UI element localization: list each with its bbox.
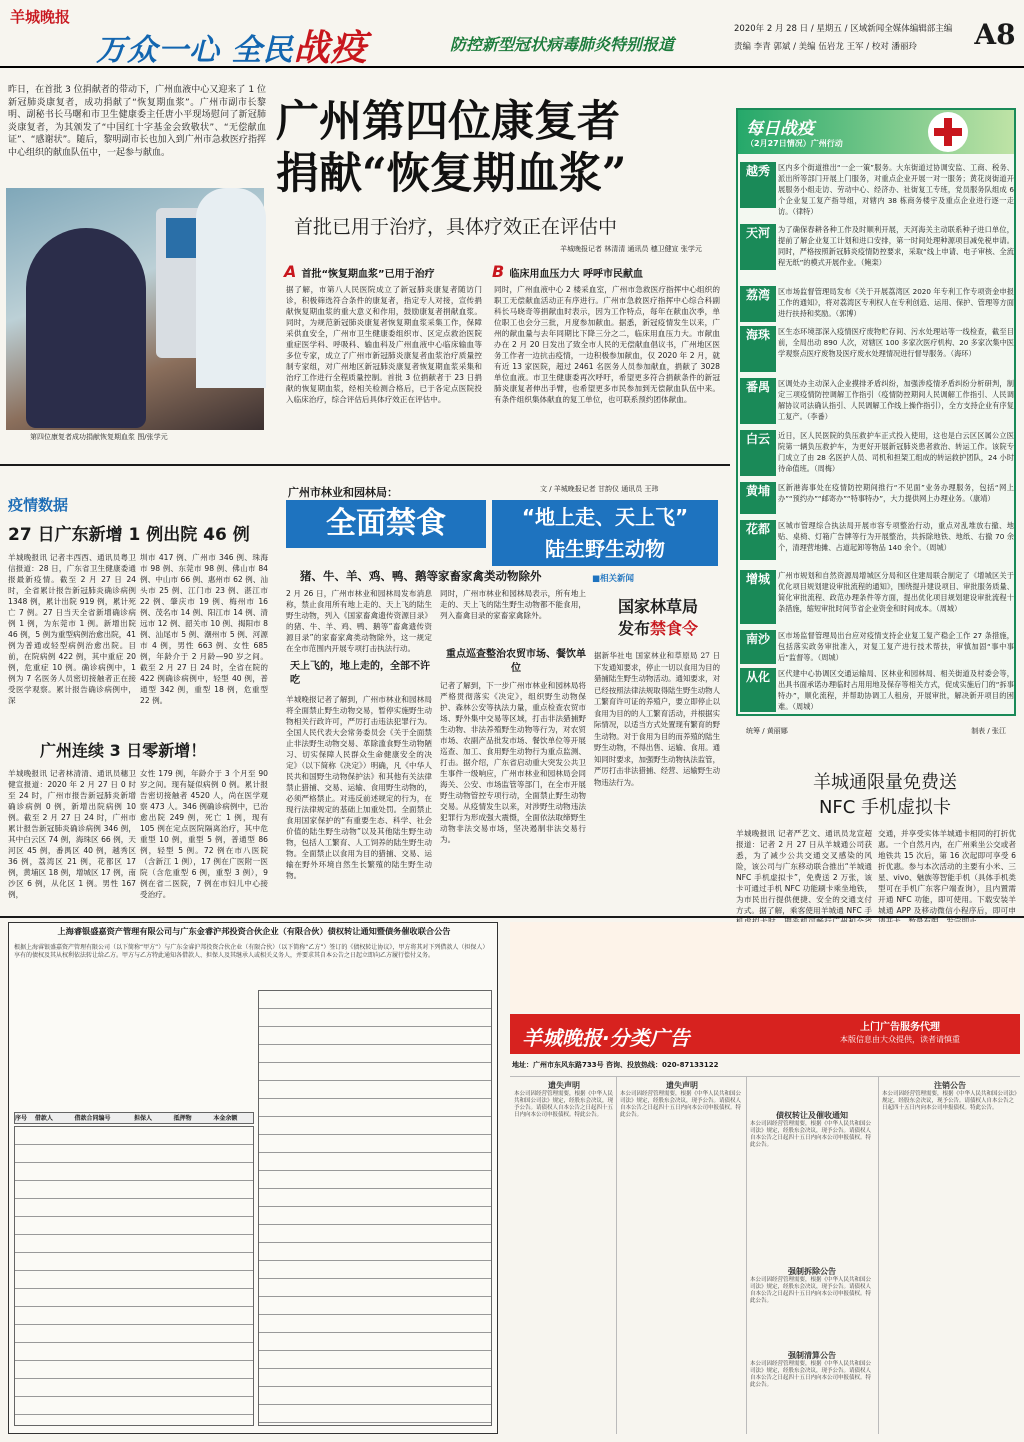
wildlife-kicker: 广州市林业和园林局： [288,486,398,499]
section-b-body: 同时，广州血液中心 2 楼采血室，广州市急救医疗指挥中心组织的职工无偿献血活动正有序进行。广州市急救医疗指挥中心综合科副科长马晓奇等捐献血时表示，因为工作特点，每年在献血次季，单位职工也会分三批，月度参加献血。据悉，新冠疫情发生以来，广州的献血量与去年同期比下降三分之二，临床用血压力大。市献血办在 2 月 20 日发出了致全市人民的无偿献血倡议书，广州地区医务工作者一边抗击疫情，一边积极参加献血，仅 2020 年 2 月，就有近 13 家医院，超过 2461 名医务人员参加献血，捐献了 3028 单位血液。市卫生健康委再次呼吁，希望更多符合捐献条件的新冠肺炎康复者伸出手臂，也希望更多市民参加到无偿献血队伍中来。有条件组织集体献血的复工单位，也可联系预约团体献血。 [494,285,720,404]
district-label-yuexiu: 越秀 [740,162,776,208]
district-text-tianhe: 为了确保春耕各种工作及时顺利开展，天河海关主动联系种子进口单位，提前了解企业复工计划和进口安排，第一时间处理种源项目减免税申请。同时，严格按照新冠肺炎疫情防控要求，采取“线上申请、电子审核、全流程无纸”的模式开展作业。（鲍栾） [778,225,1014,267]
classified-ad-title: 债权转让及催收通知 [776,1111,848,1120]
daily-action-credits [746,726,1006,738]
stats-headline: 27 日广东新增 1 例出院 46 例 [8,525,250,545]
district-text-yuexiu: 区内多个街道推出“一企一策”服务。大东街道过协调安监、工商、税务、派出所等部门开展上门服务，对重点企业开展一对一服务；黄花岗街道开展服务小组走访、劳动中心、经济办、社街复工专班，党员服务队组成 6 个企业复工复产指导组，对辖内 38 栋商务楼宇及重点企业进行逐一走访。（律特） [778,163,1014,216]
main-headline-line-1: 广州第四位康复者 [276,97,620,147]
nfc-headline [760,770,1010,820]
classified-ad-body: 本公司因经营管理需要，根据《中华人民共和国公司法》规定，经股东会决议，现予公告。请债权人自本公告之日起四十五日内向本公司申报债权。特此公告。 [750,1277,872,1304]
section-b-tag: B [492,262,505,281]
district-text-huangpu: 区新港海事处在疫情防控期间推行“不见面”业务办理服务，包括“网上办”“预约办”“邮寄办”“特事特办”，大力提供网上办理业务。（康靖） [778,483,1014,503]
notice-table-header [14,1112,254,1124]
section-a-title: 首批“恢复期血浆”已用于治疗 [301,269,435,280]
classified-grid-line [746,1076,747,1434]
classified-ad [750,1110,874,1200]
page-number: A8 [974,18,1016,51]
classified-ad-title: 强制清算公告 [788,1351,836,1360]
classified-ad-title: 注销公告 [934,1081,966,1090]
classified-address: 地址：广州市东风东路733号 咨询、投放热线：020-87133122 [512,1061,719,1069]
classified-ad-title: 遗失声明 [548,1081,580,1090]
classified-ad-body: 本公司因经营管理需要，根据《中华人民共和国公司法》规定，经股东会决议，现予公告。请债权人自本公告之日起四十五日内向本公司申报债权。特此公告。 [514,1091,614,1118]
editors-line: 责编 李青 郭斌 / 美编 伍岩龙 王军 / 校对 潘丽玲 [734,42,918,52]
related-news-headline-prefix: 发布 [617,619,650,638]
red-cross-icon [928,112,968,152]
dateline: 2020年 2 月 28 日 / 星期五 / 区域新闻全媒体编辑部主编 [734,24,953,34]
donor-figure [26,228,146,428]
debt-transfer-notice-body: 根据上海睿银盛嘉资产管理有限公司（以下简称“甲方”）与广东金睿沪邦投资合伙企业（有限合伙）（以下简称“乙方”）签订的《债权转让协议》，甲方将其对下列借款人（担保人）享有的债权及其从权利依法转让给乙方。甲方与乙方特此通知各借款人、担保人及其继承人或相关义务人，并要求其自本公告之日起立即向乙方履行偿付义务。 [14,944,489,959]
related-news-label: ■相关新闻 [592,574,635,584]
classified-service-subtitle: 本版信息由大众提供，读者请慎重 [840,1035,960,1044]
debt-transfer-notice-title: 上海睿银盛嘉资产管理有限公司与广东金睿沪邦投资合伙企业（有限合伙）债权转让通知暨债务催收联合公告 [57,926,451,936]
stats-label: 疫情数据 [8,496,69,514]
district-label-huangpu: 黄埔 [740,482,776,514]
classified-grid-line [510,1076,1020,1077]
newspaper-logo: 羊城晚报 [10,8,71,26]
notice-table-left [14,1126,254,1426]
campaign-highlight: 战疫 [293,28,368,69]
guangzhou-headline: 广州连续 3 日零新增！ [40,741,207,760]
lead-photo [6,188,264,430]
section-b-title: 临床用血压力大 呼呼市民献血 [509,269,643,280]
campaign-subtitle: 防控新型冠状病毒肺炎特别报道 [450,35,675,54]
related-news-body: 据新华社电 国家林业和草原局 27 日下发通知要求，停止一切以食用为目的猎捕陆生野生动物活动。通知要求，对已经按照法律法规取得陆生野生动物人工繁育许可证的养殖户，要立即停止以食用为目的的人工繁育活动，并根据实际情况，以适当方式处置现有繁育的野生动物。对于食用为目的而养殖的陆生野生动物，不得出售、运输、食用。通知同时要求，加强野生动物执法监管，严厉打击非法猎捕、经营、运输野生动物违法行为。 [594,651,720,787]
related-news-headline [598,596,718,642]
related-news-headline-line-1: 国家林草局 [617,597,698,616]
classified-ad [750,1350,874,1430]
classified-ad-body: 本公司因经营管理需要，根据《中华人民共和国公司法》规定，经股东会决议，现予公告。请债权人自本公告之日起四十五日内向本公司申报债权。特此公告。 [882,1091,1017,1111]
classified-grid-line [616,1076,617,1434]
section-b-kicker [492,262,718,281]
table-header-cell: 序号 [15,1115,28,1122]
wildlife-subhead-2: 重点巡查整治农贸市场、餐饮单位 [446,649,586,674]
district-text-baiyun: 近日，区人民医院的负压救护车正式投入使用，这也是白云区区属公立医院第一辆负压救护车，为更好开展新冠肺炎患者救治、转运工作。该院专门成立了由 28 名医护人员、司机和担架工组成的转运救护团队，24 小时待命值班。（周梅） [778,431,1014,473]
table-header-cell: 担保人 [134,1115,153,1122]
wildlife-headline-main: 全面禁食 [286,500,486,548]
nfc-headline-line-2: NFC 手机虚拟卡 [818,797,952,818]
stats-body-col-1: 羊城晚报讯 记者丰西西、通讯员粤卫信报道：28 日，广东省卫生健康委通报最新疫情。截至 2 月 27 日 24 时，全省累计报告新冠肺炎确诊病例 1348 例，累计出院 919 例，累计死亡 7 例。27 日当天全省新增确诊病例 1 例，为东莞市 1 例。新增出院 46 例，5 例为重型病例治愈出院，41 例为普通或轻型病例治愈出院。目前，在院病例 422 例，其中重症 20 例，危重症 10 例。确诊病例中，1 例为 7 名医务人员密切接触者正在接受医学观察。累计报告确诊病例中，深 [8,553,136,705]
classified-ad-body: 本公司因经营管理需要，根据《中华人民共和国公司法》规定，经股东会决议，现予公告。请债权人自本公告之日起四十五日内向本公司申报债权。特此公告。 [750,1121,872,1148]
classified-ad-body: 本公司因经营管理需要，根据《中华人民共和国公司法》规定，经股东会决议，现予公告。请债权人自本公告之日起四十五日内向本公司申报债权。特此公告。 [750,1361,872,1388]
main-headline-line-2: 捐献“恢复期血浆” [276,149,627,199]
district-label-haizhu: 海珠 [740,326,776,372]
district-text-huadu: 区城市管理综合执法局开展市容专项整治行动，重点对乱堆放右撤、地贴、桌椅、灯箱广告牌等行为开展整治，共拆除地铁、地纸、右撤 70 余个，清理营地摊、占道起卸等物品 140 余个。（周城） [778,521,1014,552]
wildlife-subhead-1: 天上飞的，地上走的，全部不许吃 [290,661,430,686]
credit-coordinator: 统筹 / 黄丽娜 [746,727,788,735]
nfc-body-col-1: 羊城晚报讯 记者严艺文、通讯员龙宣超报道：记者 2 月 27 日从羊城通公司获悉，为了减少公共交通交叉感染的风险，该公司与广东移动联合推出“羊城通 NFC 手机虚拟卡”，免费送 2 万张，该卡可通过手机 NFC 功能刷卡乘坐地铁，为市民出行提供便捷、安全的交通支付方式。据了解，乘客使用羊城通 NFC 手 [736,829,872,915]
classified-ad [620,1080,744,1160]
district-label-nansha: 南沙 [740,630,776,664]
campaign-text: 万众一心 全民 [96,33,294,68]
classified-ad [882,1080,1018,1160]
wildlife-body-2: 羊城晚报记者了解到，广州市林业和园林局将全面禁止野生动物交易，暂停实施野生动物相关行政许可，严厉打击违法犯罪行为。全国人民代表大会常务委员会《关于全面禁止非法野生动物交易、革除滥食野生动物陋习、切实保障人民群众生命健康安全的决定》（以下简称《决定》）明确，凡《中华人民共和国野生动物保护法》和其他有关法律禁止猎捕、交易、运输、食用野生动物的，必须严格禁止。对违反前述规定的行为，在现行法律规定的基础上加重处罚。全面禁止食用国家保护的“有重要生态、科学、社会价值的陆生野生动物”以及其他陆生野生动物，包括人工繁育、人工饲养的陆生野生动物。全面禁止以食用为目的猎捕、交易、运输在野外环境自然生长繁殖的陆生野生动物。 [286,695,432,880]
district-label-huadu: 花都 [740,520,776,560]
classified-ad [750,1266,874,1336]
classified-service-title: 上门广告服务代理 [860,1022,940,1033]
nfc-headline-line-1: 羊城通限量免费送 [813,772,957,793]
district-text-conghua: 区代建中心协调区交通运输局、区林业和园林局、相关街道及村委会等，出具书面承诺办理临时占用用地及保存等相关方式，促成实施后门的“拆事特办”，顺化流程，并帮助协调工人租房，开展审批，解决新开项目的困难。（周城） [778,669,1014,711]
wildlife-body-1: 2 月 26 日，广州市林业和园林局发布消息称，禁止食用所有地上走的、天上飞的陆生野生动物，列入《国家畜禽遗传资源目录》的猪、牛、羊、鸡、鸭、鹅等“畜禽遗传资源目录”的家畜家禽类动物除外，这一规定在全市范围内开展专项打击执法行动。 [286,589,432,653]
related-news-headline-highlight: 禁食令 [650,619,699,638]
wildlife-byline: 文 / 羊城晚报记者 甘韵仪 通讯员 王玮 [540,485,659,493]
table-header-cell: 抵押物 [173,1115,192,1122]
guangzhou-body-col-2: 女性 179 例，年龄介于 3 个月至 90 岁之间。现有疑似病例 0 例。累计报告密切接触者 4520 人，尚在医学观察 473 人。346 例确诊病例中，已治愈出院 249 例，死亡 1 例，现有 105 例在定点医院隔离治疗，其中危重型 10 例，重型 5 例，普通型 86 例，轻型 5 例。72 例在市八医院（含新江 1 例），17 例在广医附一医院（含危重型 6 例，重型 3 例），9 例在省二医院，7 例在市妇儿中心接受治疗。 [140,769,268,899]
guangzhou-body-col-1: 羊城晚报讯 记者林清清、通讯员穗卫健宣报道：2020 年 2 月 27 日 0 时至 24 时，广州市报告新冠肺炎新增确诊病例 0 例，新增出院病例 10 例。截至 2 月 27 日 24 时，广州市累计报告新冠肺炎确诊病例 346 例，其中白云区 74 例，海珠区 66 例，天河区 45 例，番禺区 40 例，越秀区 36 例，荔湾区 21 例，花都区 17 例，黄埔区 18 例，增城区 17 例，南沙区 6 例，从化区 1 例。男性 167 例， [8,769,136,899]
wildlife-subheadline: 猪、牛、羊、鸡、鸭、鹅等家畜家禽类动物除外 [300,569,542,583]
classified-grid-line [878,1076,879,1434]
district-text-nansha: 区市场监督管理局出台应对疫情支持企业复工复产稳企工作 27 条措施，包括落实政务审批准入，对复工复产进行技术帮扶，审慎加固“事中事后”监督等。（周城） [778,631,1014,662]
district-label-panyu: 番禺 [740,378,776,424]
section-a-kicker [284,262,484,281]
district-text-liwan: 区市场监督管理局发布《关于开展荔湾区 2020 年专利工作专项资金申报工作的通知》，将对荔湾区专利权人在专利创造、运用、保护、管理等方面进行扶持和奖励。（郭博） [778,287,1014,318]
credit-tabulator: 制表 / 张江 [971,727,1006,735]
district-label-liwan: 荔湾 [740,286,776,322]
daily-action-title: 每日战疫 [746,119,814,139]
table-header-cell: 本金余额 [213,1115,238,1122]
stats-body-col-2: 圳市 417 例、广州市 346 例、珠海市 98 例、东莞市 98 例、佛山市 84 例、中山市 66 例、惠州市 62 例、汕头市 25 例、江门市 23 例、湛江市 22 例、肇庆市 19 例、梅州市 16 例、茂名市 14 例、阳江市 14 例、清远市 12 例、韶关市 10 例、揭阳市 8 例、汕尾市 5 例、潮州市 5 例、河源市 4 例，男性 663 例、女性 685 例，年龄介于 2 月龄—90 岁之间。截至 2 月 27 日 24 时，全省在院的 422 例确诊病例中，轻型 40 例，普通型 342 例，重型 18 例，危重型 22 例。 [140,553,268,705]
district-label-tianhe: 天河 [740,224,776,270]
district-label-zengcheng: 增城 [740,570,776,624]
lead-byline: 羊城晚报记者 林清清 通讯员 穗卫健宣 张学元 [560,245,702,253]
main-headline [276,96,716,206]
classified-brand: 羊城晚报·分类广告 [522,1026,690,1050]
lead-intro: 昨日，在首批 3 位捐献者的带动下，广州血液中心又迎来了 1 位新冠肺炎康复者，成功捐献了“恢复期血浆”。广州市副市长黎明、副秘书长马曙和市卫生健康委主任唐小平现场慰问了新冠肺炎康复者，为其颁发了“中国红十字基金会致敬状”、“无偿献血证”、“感谢状”。随后，黎明副市长也加入到广州市急救医疗指挥中心组织的献血队伍中，一起参与献血。 [8,85,266,158]
classified-ad-title: 强制拆除公告 [788,1267,836,1276]
wildlife-headline-side-line-1: “地上走、天上飞” [521,505,689,529]
classified-top-area [510,922,1020,1012]
main-subheadline: 首批已用于治疗，具体疗效正在评估中 [294,216,618,238]
classified-ad-title: 遗失声明 [666,1081,698,1090]
district-text-panyu: 区调处办主动深入企业摸排矛盾纠纷，加强涉疫情矛盾纠纷分析研判，制定三项疫情防控调解工作指引（疫情防控期间人民调解工作指引、人民调解协议司法确认指引、人民调解工作线上操作指引），全方支持企业有序复工复产。（李番） [778,379,1014,421]
wildlife-body-4: 记者了解到，下一步广州市林业和园林局将严格贯彻落实《决定》，组织野生动物保护、森林公安等执法力量，重点检查农贸市场、野外集中交易等区域，打击非法猎捕野生动物、非法养殖野生动物等行为，对农贸市场、农副产品批发市场、餐饮单位等开展巡查、加工、食用野生动物行为重点监测、打击。据介绍，广东省启动重大突发公共卫生事件一级响应，广州市林业和园林局会同海关、公安、市场监管等部门，在全市开展野生动物管控专项行动，全面禁止野生动物交易。从疫情发生以来，对涉野生动物违法犯罪行为形成强大震慑，全面依法取缔野生动物非法交易市场，坚决遏制非法交易行为。 [440,681,586,844]
district-text-zengcheng: 广州市规划和自然资源局增城区分局和区住建局联合制定了《增城区关于优化项目规划建设审批流程的通知》，围绕提升建设项目、审批服务质量、简化审批流程、政范办理条件等方面，提出优化项目规划建设审批流程十条措施，缩短审批时间节省企业资金和时间成本。（周城） [778,571,1014,613]
nfc-body-col-2: 交通，并享受实体羊城通卡相同的打折优惠。一个自然月内，在广州乘坐公交或者地铁共 15 次后，第 16 次起即可享受 6 折优惠。参与本次活动的主要有小米、三星、vivo、魅族等智能手机（具体手机类型可在手机广东客户端查询），且内置需开通 NFC 功能，即可使用。下载安装羊城通 APP 及移动微信小程序后，即可申 [878,829,1016,915]
photo-caption: 第四位康复者成功捐献恢复期血浆 图/张学元 [30,433,168,441]
district-text-haizhu: 区生态环境部深入疫情医疗废物贮存间、污水处理站等一线检查，截至目前，全局出动 890 人次，对辖区 100 多家次医疗机构、20 多家次集中医学观察点医疗废物及医疗废水处理情况进行督导服务。（海环） [778,327,1014,358]
table-header-cell: 借款合同编号 [74,1115,111,1122]
section-divider [0,464,730,466]
related-news-headline-line-2 [598,618,718,640]
notice-table-right [258,990,492,1426]
nurse-figure [196,188,266,388]
district-label-conghua: 从化 [740,668,776,712]
district-label-baiyun: 白云 [740,430,776,476]
classified-ad [514,1080,614,1160]
wildlife-headline-side-line-2: 陆生野生动物 [545,537,665,561]
wildlife-body-3: 同时，广州市林业和园林局表示，所有地上走的、天上飞的陆生野生动物都不能食用，列入畜禽目录的家畜家禽除外。 [440,589,586,620]
classified-ad-body: 本公司因经营管理需要，根据《中华人民共和国公司法》规定，经股东会决议，现予公告。请债权人自本公告之日起四十五日内向本公司申报债权。特此公告。 [620,1091,742,1118]
campaign-banner [96,20,456,69]
wildlife-headline-side [492,500,718,566]
section-a-tag: A [284,262,297,281]
daily-action-subtitle: （2月27日情况）广州行动 [746,139,843,148]
section-a-body: 据了解，市第八人民医院成立了新冠肺炎康复者随访门诊，积极筛选符合条件的康复者，指定专人对接，宣传捐献恢复期血浆的重大意义和作用，鼓励康复者捐献血浆。同时，为规范新冠肺炎康复者恢复期血浆采集工作，保障采供血安全，广州市卫生健康委组织市、区定点救治医院重症医学科、呼吸科、输血科及广州血液中心临床输血等多位专家，成立了广州市新冠肺炎康复者血浆治疗质量控制专家组，对广州地区新冠肺炎康复者恢复期血浆采集和治疗工作进行全程质量控制。首批 3 位捐献者于 23 日捐献的恢复期血浆，经相关检测合格后，已于各定点医院投入临床治疗，综合评估后具体疗效正在评估中。 [286,285,482,404]
table-header-cell: 借款人 [34,1115,53,1122]
